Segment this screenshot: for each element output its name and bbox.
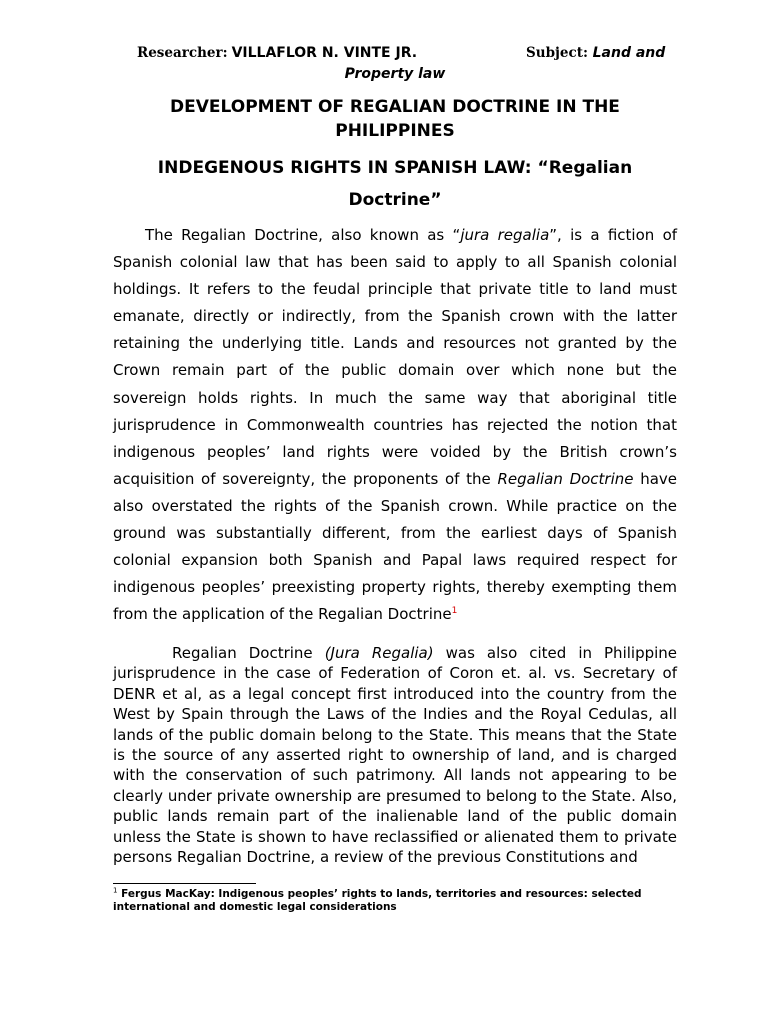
researcher-label: Researcher: (137, 45, 228, 61)
footnote-reference[interactable]: 1 (451, 606, 458, 617)
body-paragraph-1 (113, 222, 677, 628)
subject-line (526, 44, 665, 62)
subject-label: Subject (526, 45, 583, 61)
paragraph-text: The Regalian Doctrine, also known as “ (145, 226, 461, 244)
subject-value-continued (0, 65, 768, 83)
italic-term: jura regalia (460, 226, 550, 244)
paragraph-text: was also cited in Philippine jurisprudence in the case of Federation of Coron et. al. vs. Secretary of DENR et al, as a legal concept first introduced into the country from the West by Spain through the Laws of the Indies and the Royal Cedulas, all lands of the public domain belong to the State. This means that the State is the source of any asserted right to ownership of land, and is charged with the conservation of such patrimony. All lands not appearing to be clearly under private ownership are presumed to belong to the State. Also, public lands remain part of the inalienable land of the public domain unless the State is shown to have reclassified or alienated them to private persons Regalian Doctrine, a review of the previous Constitutions and (113, 644, 678, 867)
italic-term: (Jura Regalia) (324, 644, 434, 662)
section-heading: INDEGENOUS RIGHTS IN SPANISH LAW: “Regalian Doctrine” (157, 158, 633, 210)
researcher-name: VILLAFLOR N. VINTE JR. (231, 45, 418, 61)
document-title: DEVELOPMENT OF REGALIAN DOCTRINE IN THE PHILIPPINES (170, 97, 620, 141)
paragraph-text: have also overstated the rights of the Spanish crown. While practice on the ground was substantially different, from the earliest days of Spanish colonial expansion both Spanish and Papal laws required respect for indigenous peoples’ preexisting property rights, thereby exempting them from the application of the Regalian Doctrine (113, 469, 678, 624)
paragraph-text: Regalian Doctrine (172, 644, 325, 662)
paragraph-text: ”, is a fiction of Spanish colonial law that has been said to apply to all Spanish colonial holdings. It refers to the feudal principle that private title to land must emanate, directly or indirectly, from the Spanish crown with the latter retaining the underlying title. Lands and resources not granted by the Crown remain part of the public domain over which none but the sovereign holds rights. In much the same way that aboriginal title jurisprudence in Commonwealth countries has rejected the notion that indigenous peoples’ land rights were voided by the British crown’s acquisition of sovereignty, the proponents of the (113, 226, 678, 488)
body-paragraph-2 (113, 643, 677, 867)
subject-value-line2: Property law (344, 66, 446, 82)
subject-value: Land and (592, 45, 666, 61)
footnote-number: 1 (113, 886, 118, 895)
footnote-separator (113, 883, 256, 884)
italic-term: Regalian Doctrine (497, 469, 634, 488)
footnote (113, 888, 673, 914)
footnote-text: Fergus MacKay: Indigenous peoples’ rights to lands, territories and resources: selected international and domestic legal considerations (113, 888, 642, 913)
subject-colon: : (582, 45, 593, 61)
researcher-line (137, 44, 417, 62)
